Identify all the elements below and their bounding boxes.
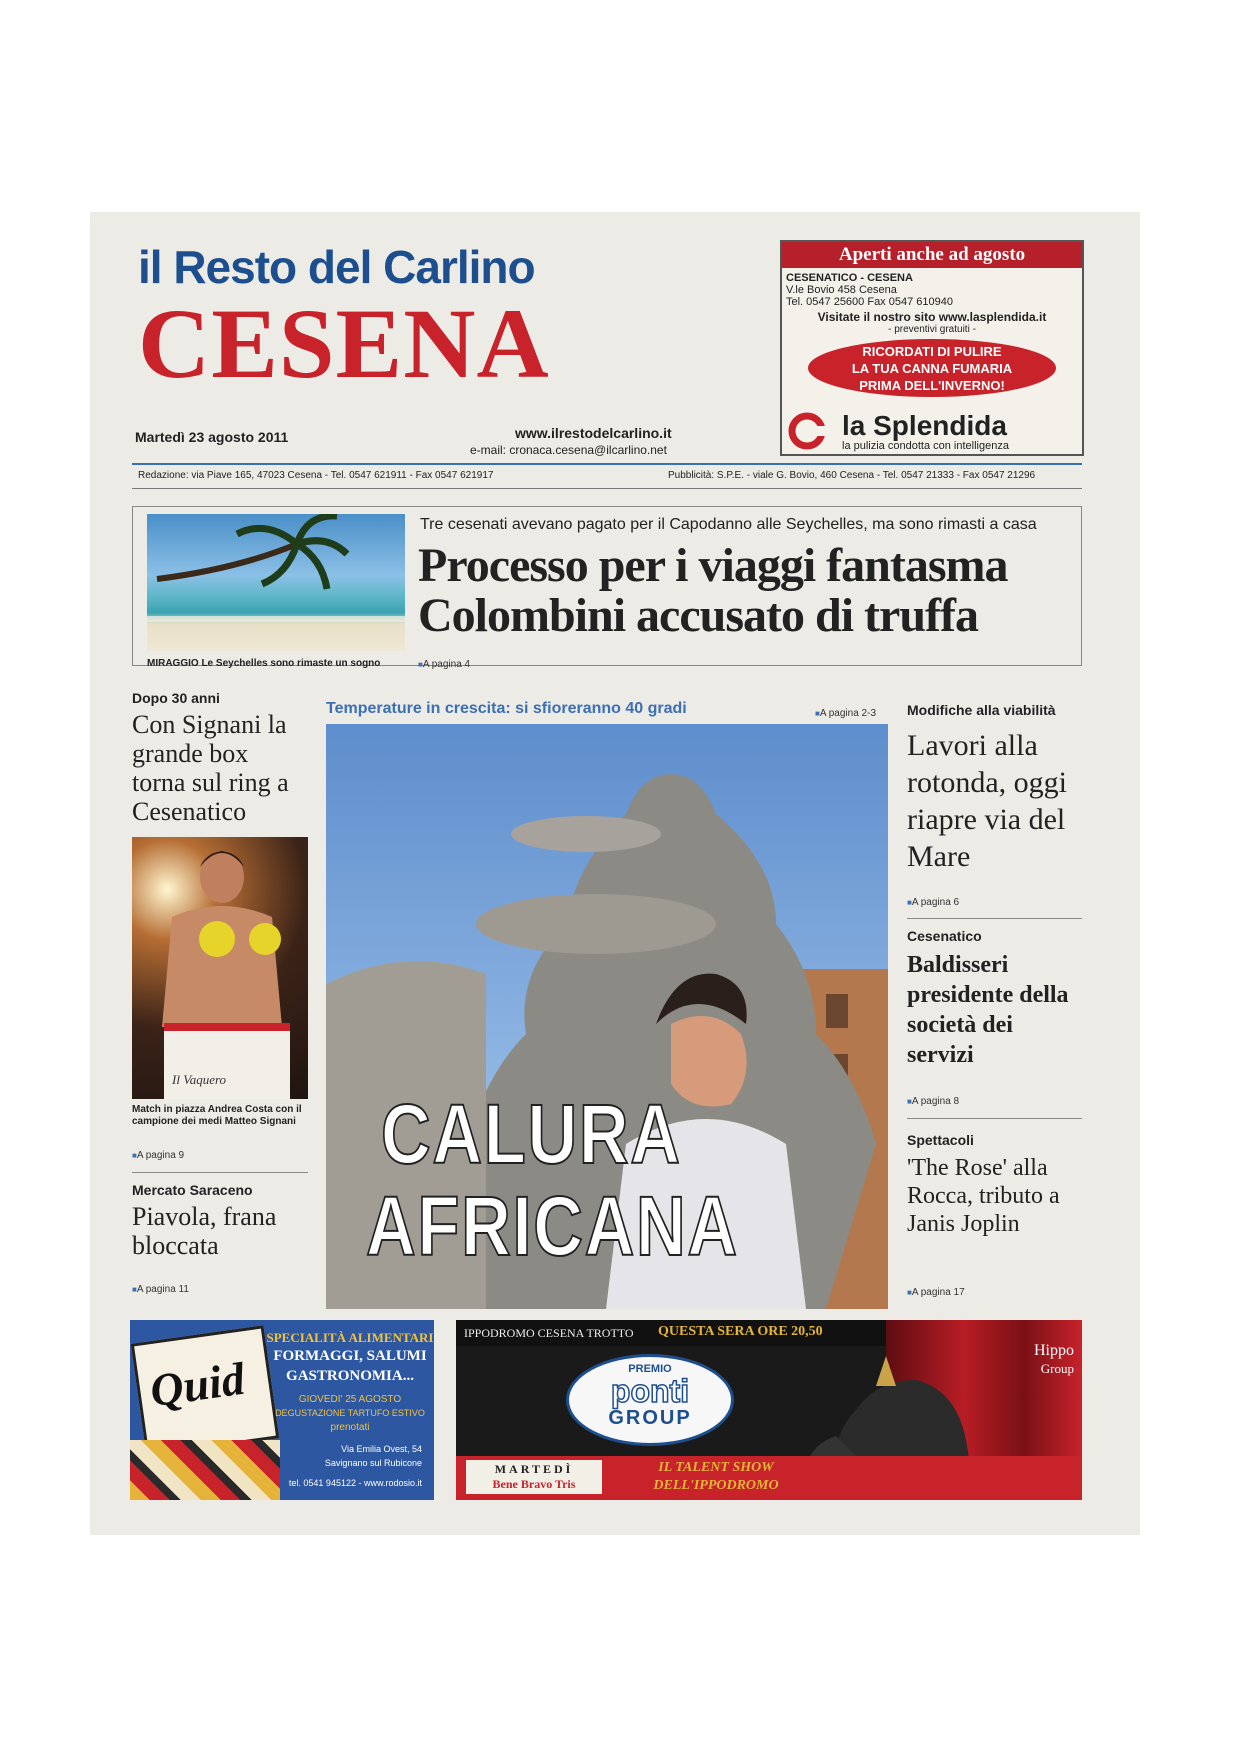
quid-address1: Via Emilia Ovest, 54 xyxy=(341,1444,422,1454)
spettacoli-kicker: Spettacoli xyxy=(907,1132,974,1148)
ponti-premio: PREMIO xyxy=(628,1363,672,1375)
hippo-group-text: Group xyxy=(1040,1361,1074,1376)
boxe-caption: Match in piazza Andrea Costa con il campione dei medi Matteo Signani xyxy=(132,1104,302,1127)
spettacoli-ref[interactable]: ■ A pagina 17 xyxy=(907,1287,965,1298)
mercato-headline[interactable]: Piavola, frana bloccata xyxy=(132,1202,277,1260)
quid-line1: FORMAGGI, SALUMI xyxy=(273,1348,427,1364)
edition-title: CESENA xyxy=(138,288,550,399)
quid-event3: prenotati xyxy=(330,1422,370,1433)
top-story-caption-text: Le Seychelles sono rimaste un sogno xyxy=(201,658,381,669)
boxe-kicker: Dopo 30 anni xyxy=(132,690,220,706)
viabilita-kicker: Modifiche alla viabilità xyxy=(907,702,1056,718)
boxer-photo xyxy=(132,837,308,1099)
top-story-caption xyxy=(147,658,380,669)
calura-overlay-1: CALURA xyxy=(381,1087,682,1181)
top-story-kicker: Tre cesenati avevano pagato per il Capodanno alle Seychelles, ma sono rimasti a casa xyxy=(420,516,1037,533)
pubblicita-info: Pubblicità: S.P.E. - viale G. Bovio, 460 Cesena - Tel. 0547 21333 - Fax 0547 21296 xyxy=(668,470,1036,481)
boxe-headline[interactable]: Con Signani la grande box torna sul ring a Cesenatico xyxy=(132,710,289,826)
quid-pattern xyxy=(130,1440,280,1500)
right-divider-1 xyxy=(907,918,1082,919)
ippodromo-talent-2: DELL'IPPODROMO xyxy=(653,1478,779,1493)
fountain-photo[interactable] xyxy=(326,724,888,1309)
calura-overlay-2: AFRICANA xyxy=(366,1179,739,1273)
ad-splendida[interactable] xyxy=(780,240,1084,456)
ad-splendida-tagline: la pulizia condotta con intelligenza xyxy=(842,440,1009,452)
ippodromo-day-sub: Bene Bravo Tris xyxy=(492,1477,576,1491)
ippodromo-talent-1: IL TALENT SHOW xyxy=(658,1460,774,1475)
quid-event1: GIOVEDI' 25 AGOSTO xyxy=(298,1394,402,1405)
ad-splendida-line5: - preventivi gratuiti - xyxy=(888,324,976,335)
top-story-caption-label: MIRAGGIO xyxy=(147,658,199,669)
ad-splendida-oval-line3: PRIMA DELL'INVERNO! xyxy=(859,378,1005,393)
ponti-group: GROUP xyxy=(608,1407,692,1429)
hippo-logo-text: Hippo xyxy=(1034,1342,1074,1359)
ippodromo-day-box xyxy=(466,1460,602,1494)
mercato-ref[interactable]: ■ A pagina 11 xyxy=(132,1284,189,1295)
center-kicker: Temperature in crescita: si sfioreranno 40 gradi xyxy=(326,700,687,717)
quid-title: SPECIALITÀ ALIMENTARI xyxy=(266,1330,434,1345)
redazione-info: Redazione: via Piave 165, 47023 Cesena - Tel. 0547 621911 - Fax 0547 621917 xyxy=(138,470,494,481)
splendida-logo-icon xyxy=(788,412,826,450)
ippodromo-day: MARTEDÌ xyxy=(494,1462,574,1476)
cesenatico-ref[interactable]: ■ A pagina 8 xyxy=(907,1096,959,1107)
quid-contact: tel. 0541 945122 - www.rodosio.it xyxy=(288,1478,422,1488)
cesenatico-kicker: Cesenatico xyxy=(907,928,982,944)
website-link[interactable]: www.ilrestodelcarlino.it xyxy=(515,425,672,441)
right-divider-2 xyxy=(907,1118,1082,1119)
left-divider xyxy=(132,1172,308,1173)
ad-splendida-line1: CESENATICO - CESENA xyxy=(786,272,913,284)
ippodromo-header-left: IPPODROMO CESENA TROTTO xyxy=(464,1326,634,1340)
quid-address2: Savignano sul Rubicone xyxy=(324,1458,422,1468)
quid-logo-text: Quid xyxy=(146,1352,248,1417)
ad-splendida-line4: Visitate il nostro sito www.lasplendida.it xyxy=(817,310,1047,324)
ad-ippodromo[interactable] xyxy=(456,1320,1082,1500)
email-link[interactable]: e-mail: cronaca.cesena@ilcarlino.net xyxy=(470,443,667,457)
spettacoli-headline[interactable]: 'The Rose' alla Rocca, tributo a Janis Joplin xyxy=(907,1155,1060,1237)
ad-splendida-line2: V.le Bovio 458 Cesena xyxy=(786,284,897,296)
top-story-ref[interactable]: ■ A pagina 4 xyxy=(418,659,470,670)
quid-line2: GASTRONOMIA... xyxy=(286,1368,414,1384)
ad-splendida-line3: Tel. 0547 25600 Fax 0547 610940 xyxy=(786,296,953,308)
top-story-headline-1[interactable]: Processo per i viaggi fantasma xyxy=(418,539,1008,592)
ad-splendida-brand: la Splendida xyxy=(842,410,1007,441)
masthead-rule xyxy=(132,463,1082,465)
newspaper-page xyxy=(90,212,1140,1535)
center-ref[interactable]: ■ A pagina 2-3 xyxy=(815,708,876,719)
quid-event2: DEGUSTAZIONE TARTUFO ESTIVO xyxy=(275,1408,425,1418)
ad-splendida-oval-line2: LA TUA CANNA FUMARIA xyxy=(851,361,1013,376)
cesenatico-headline[interactable]: Baldisseri presidente della società dei servizi xyxy=(907,952,1069,1068)
top-story-headline-2[interactable]: Colombini accusato di truffa xyxy=(418,589,978,642)
ponti-oval xyxy=(566,1354,734,1446)
ponti-name: ponti xyxy=(610,1373,690,1409)
brand-logo: il Resto del Carlino xyxy=(138,241,535,293)
issue-date: Martedì 23 agosto 2011 xyxy=(135,429,289,445)
mercato-kicker: Mercato Saraceno xyxy=(132,1182,253,1198)
seychelles-photo xyxy=(147,514,405,651)
viabilita-ref[interactable]: ■ A pagina 6 xyxy=(907,897,959,908)
ad-splendida-oval xyxy=(808,339,1056,397)
ad-quid[interactable] xyxy=(130,1320,434,1500)
ippodromo-header-right: QUESTA SERA ORE 20,50 xyxy=(658,1324,823,1339)
hippo-logo xyxy=(978,1342,1074,1378)
strip-rule xyxy=(132,488,1082,489)
boxe-ref[interactable]: ■ A pagina 9 xyxy=(132,1150,184,1161)
boxer-trunks-text: Il Vaquero xyxy=(172,1072,227,1087)
ad-splendida-oval-line1: RICORDATI DI PULIRE xyxy=(862,344,1002,359)
ad-splendida-header: Aperti anche ad agosto xyxy=(782,242,1082,268)
viabilita-headline[interactable]: Lavori alla rotonda, oggi riapre via del Mare xyxy=(907,729,1067,873)
quid-logo xyxy=(131,1325,280,1457)
